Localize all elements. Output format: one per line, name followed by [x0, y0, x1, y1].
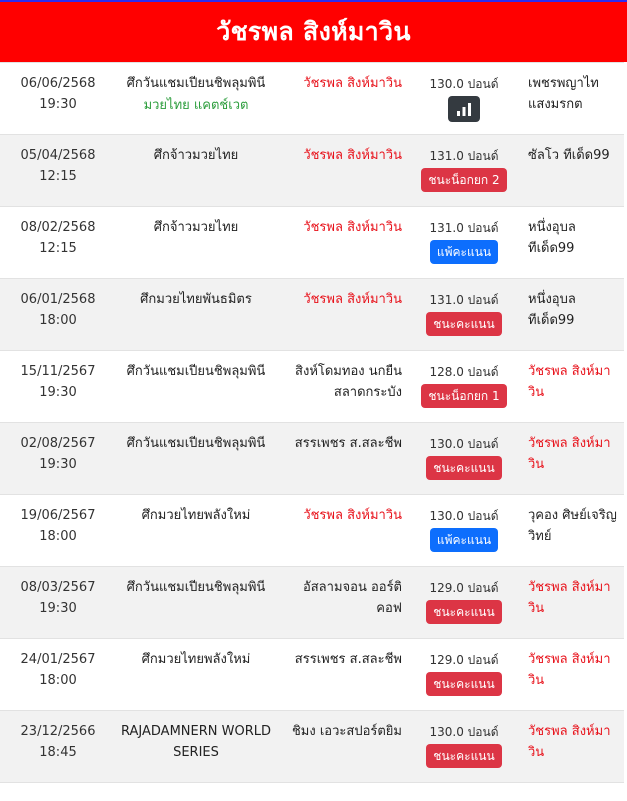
- fight-row[interactable]: [0, 494, 624, 566]
- fighter-red-corner[interactable]: สรรเพชร ส.สละชีพ: [294, 652, 402, 667]
- weight-label: 130.0 ปอนด์: [429, 437, 499, 451]
- fighter-red-corner[interactable]: วัชรพล สิงห์มาวิน: [303, 76, 402, 91]
- fight-date: 05/04/2568: [20, 148, 96, 163]
- weight-label: 128.0 ปอนด์: [429, 365, 499, 379]
- fight-list: [0, 62, 624, 783]
- fight-datetime: [0, 649, 116, 691]
- fighter-blue-corner[interactable]: วัชรพล สิงห์มาวิน: [528, 724, 611, 760]
- weight-label: 131.0 ปอนด์: [429, 293, 499, 307]
- fight-result: [414, 723, 514, 768]
- fight-datetime: [0, 721, 116, 763]
- fight-result: [414, 435, 514, 480]
- fighter-blue-corner[interactable]: วัชรพล สิงห์มาวิน: [528, 652, 611, 688]
- fighter-blue-corner[interactable]: วัชรพล สิงห์มาวิน: [528, 580, 611, 616]
- event-name: ศึกจ้าวมวยไทย: [153, 148, 239, 163]
- fighter-red-corner[interactable]: สรรเพชร ส.สละชีพ: [294, 436, 402, 451]
- fight-date: 06/06/2568: [20, 76, 96, 91]
- fight-row[interactable]: [0, 134, 624, 206]
- fight-date: 08/02/2568: [20, 220, 96, 235]
- fight-row[interactable]: [0, 638, 624, 710]
- fight-time: 18:00: [39, 313, 77, 328]
- fight-result: [414, 651, 514, 696]
- fight-date: 02/08/2567: [20, 436, 96, 451]
- fight-datetime: [0, 289, 116, 331]
- fight-row[interactable]: [0, 278, 624, 350]
- event-name: ศึกวันแชมเปียนชิพลุมพินี: [126, 580, 266, 595]
- fight-datetime: [0, 577, 116, 619]
- event-name: ศึกวันแชมเปียนชิพลุมพินี: [126, 436, 266, 451]
- fighter-red-corner[interactable]: วัชรพล สิงห์มาวิน: [303, 508, 402, 523]
- result-badge: แพ้คะแนน: [430, 528, 498, 552]
- fight-datetime: [0, 145, 116, 187]
- fight-row[interactable]: [0, 350, 624, 422]
- result-badge: ชนะคะแนน: [426, 600, 501, 624]
- fighter-blue-corner[interactable]: หนึ่งอุบล ทีเด็ด99: [528, 292, 576, 328]
- fighter-red-corner[interactable]: วัชรพล สิงห์มาวิน: [303, 148, 402, 163]
- fight-date: 23/12/2566: [20, 724, 96, 739]
- weight-label: 131.0 ปอนด์: [429, 149, 499, 163]
- fight-result: [414, 291, 514, 336]
- fight-time: 19:30: [39, 457, 77, 472]
- fight-time: 18:00: [39, 529, 77, 544]
- result-badge: ชนะคะแนน: [426, 744, 501, 768]
- fight-row[interactable]: [0, 566, 624, 638]
- fight-result: [414, 219, 514, 264]
- fighter-red-corner[interactable]: อัสลามจอน ออร์ติคอฟ: [302, 580, 402, 616]
- fight-result: [414, 579, 514, 624]
- fight-time: 12:15: [39, 241, 77, 256]
- fight-time: 19:30: [39, 601, 77, 616]
- fight-date: 19/06/2567: [20, 508, 96, 523]
- fight-row[interactable]: [0, 206, 624, 278]
- result-badge: แพ้คะแนน: [430, 240, 498, 264]
- fight-time: 18:00: [39, 673, 77, 688]
- fight-result: [414, 75, 514, 127]
- fight-row[interactable]: [0, 422, 624, 494]
- fight-datetime: [0, 433, 116, 475]
- page-header: [0, 0, 627, 62]
- event-name: ศึกมวยไทยพันธมิตร: [140, 292, 252, 307]
- fighter-red-corner[interactable]: ชิมง เอวะสปอร์ตยิม: [291, 724, 402, 739]
- fight-datetime: [0, 73, 116, 115]
- event-name: ศึกวันแชมเปียนชิพลุมพินี มวยไทย แคตช์เวต: [116, 73, 276, 116]
- weight-label: 130.0 ปอนด์: [429, 725, 499, 739]
- event-name: ศึกมวยไทยพลังใหม่: [141, 652, 251, 667]
- fight-datetime: [0, 217, 116, 259]
- result-badge: ชนะน็อกยก 2: [421, 168, 506, 192]
- fight-row[interactable]: [0, 62, 624, 134]
- fight-datetime: [0, 361, 116, 403]
- fight-date: 24/01/2567: [20, 652, 96, 667]
- fight-time: 12:15: [39, 169, 77, 184]
- result-badge: ชนะคะแนน: [426, 672, 501, 696]
- fighter-blue-corner[interactable]: ซัลโว ทีเด็ด99: [528, 148, 610, 163]
- fighter-blue-corner[interactable]: วุคอง ศิษย์เจริญวิทย์: [528, 508, 617, 544]
- weight-label: 131.0 ปอนด์: [429, 221, 499, 235]
- fight-time: 19:30: [39, 385, 77, 400]
- fight-result: [414, 147, 514, 192]
- fight-row[interactable]: [0, 710, 624, 782]
- fight-date: 15/11/2567: [20, 364, 96, 379]
- weight-label: 130.0 ปอนด์: [429, 77, 499, 91]
- event-name: ศึกจ้าวมวยไทย: [153, 220, 239, 235]
- fighter-blue-corner[interactable]: เพชรพญาไท แสงมรกต: [528, 76, 599, 112]
- fighter-red-corner[interactable]: วัชรพล สิงห์มาวิน: [303, 292, 402, 307]
- event-name: ศึกวันแชมเปียนชิพลุมพินี: [126, 364, 266, 379]
- fighter-blue-corner[interactable]: วัชรพล สิงห์มาวิน: [528, 364, 611, 400]
- event-subtitle: มวยไทย แคตช์เวต: [143, 98, 249, 113]
- weight-label: 129.0 ปอนด์: [429, 653, 499, 667]
- fight-time: 18:45: [39, 745, 77, 760]
- fighter-red-corner[interactable]: วัชรพล สิงห์มาวิน: [303, 220, 402, 235]
- page-title: วัชรพล สิงห์มาวิน: [216, 17, 411, 46]
- event-name: ศึกมวยไทยพลังใหม่: [141, 508, 251, 523]
- fight-result: [414, 507, 514, 552]
- fighter-red-corner[interactable]: สิงห์โดมทอง นกยืนสลาดกระบัง: [295, 364, 402, 400]
- weight-label: 130.0 ปอนด์: [429, 509, 499, 523]
- fight-date: 06/01/2568: [20, 292, 96, 307]
- result-badge: ชนะคะแนน: [426, 312, 501, 336]
- event-name: RAJADAMNERN WORLD SERIES: [121, 724, 271, 760]
- weight-label: 129.0 ปอนด์: [429, 581, 499, 595]
- fighter-blue-corner[interactable]: วัชรพล สิงห์มาวิน: [528, 436, 611, 472]
- result-badge: ชนะน็อกยก 1: [421, 384, 506, 408]
- fight-date: 08/03/2567: [20, 580, 96, 595]
- fighter-blue-corner[interactable]: หนึ่งอุบล ทีเด็ด99: [528, 220, 576, 256]
- result-badge: ชนะคะแนน: [426, 456, 501, 480]
- fight-datetime: [0, 505, 116, 547]
- fight-result: [414, 363, 514, 408]
- fight-time: 19:30: [39, 97, 77, 112]
- bar-chart-icon[interactable]: [448, 96, 480, 122]
